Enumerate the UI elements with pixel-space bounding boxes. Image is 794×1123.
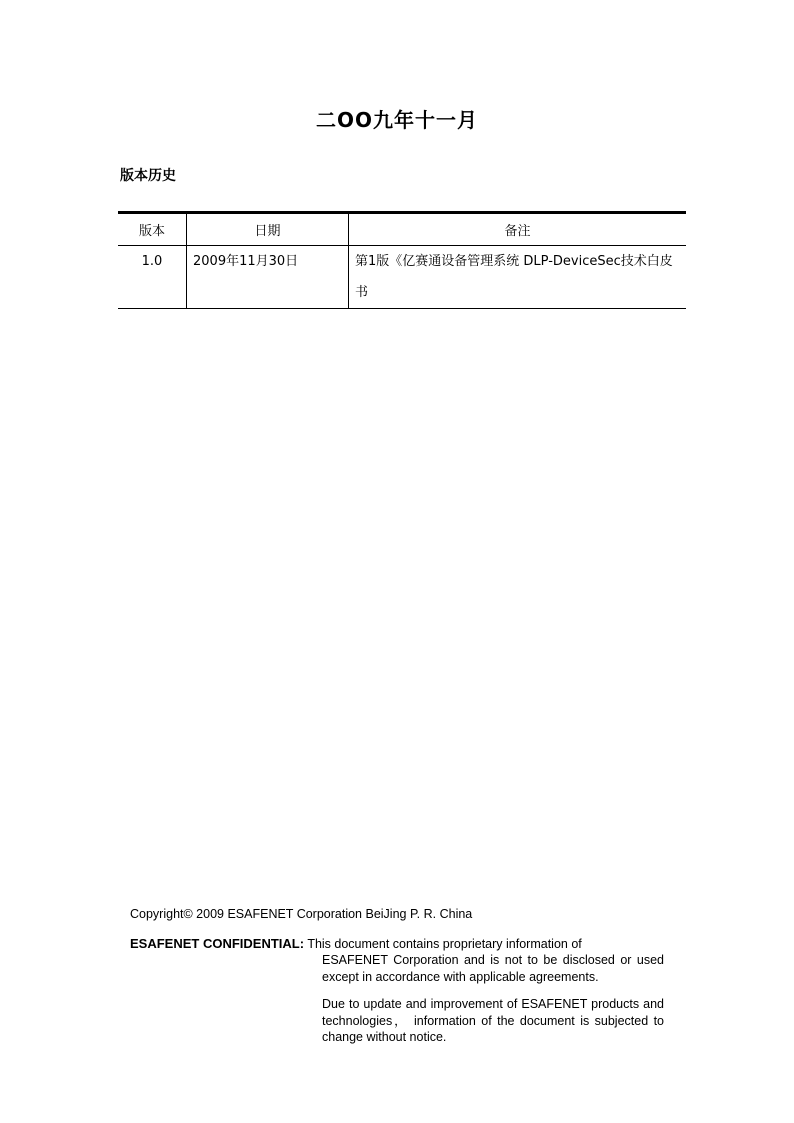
cell-version: 1.0 [118,246,187,309]
copyright-line: Copyright© 2009 ESAFENET Corporation BeiJing P. R. China [130,907,473,921]
table-row [118,246,686,309]
change-notice: Due to update and improvement of ESAFENET products and technologies， information of the document is subjected to change without notice. [322,997,664,1044]
confidential-label: ESAFENET CONFIDENTIAL: [130,935,305,951]
confidential-text-continued: ESAFENET Corporation and is not to be disclosed or used except in accordance with applicable agreements. [322,953,664,984]
table-header-row [118,213,686,246]
column-header-note: 备注 [349,213,687,246]
version-history-heading: 版本历史 [120,168,176,184]
column-header-version: 版本 [118,213,187,246]
document-date: 二OO九年十一月 [315,108,478,132]
confidential-statement [130,936,664,953]
version-history-table [118,211,686,309]
footer [130,906,664,1046]
cell-date: 2009年11月30日 [187,246,349,309]
column-header-date: 日期 [187,213,349,246]
confidential-text-first-line: This document contains proprietary information of [307,936,582,951]
cell-note: 第1版《亿赛通设备管理系统 DLP-DeviceSec技术白皮书 [349,246,687,309]
